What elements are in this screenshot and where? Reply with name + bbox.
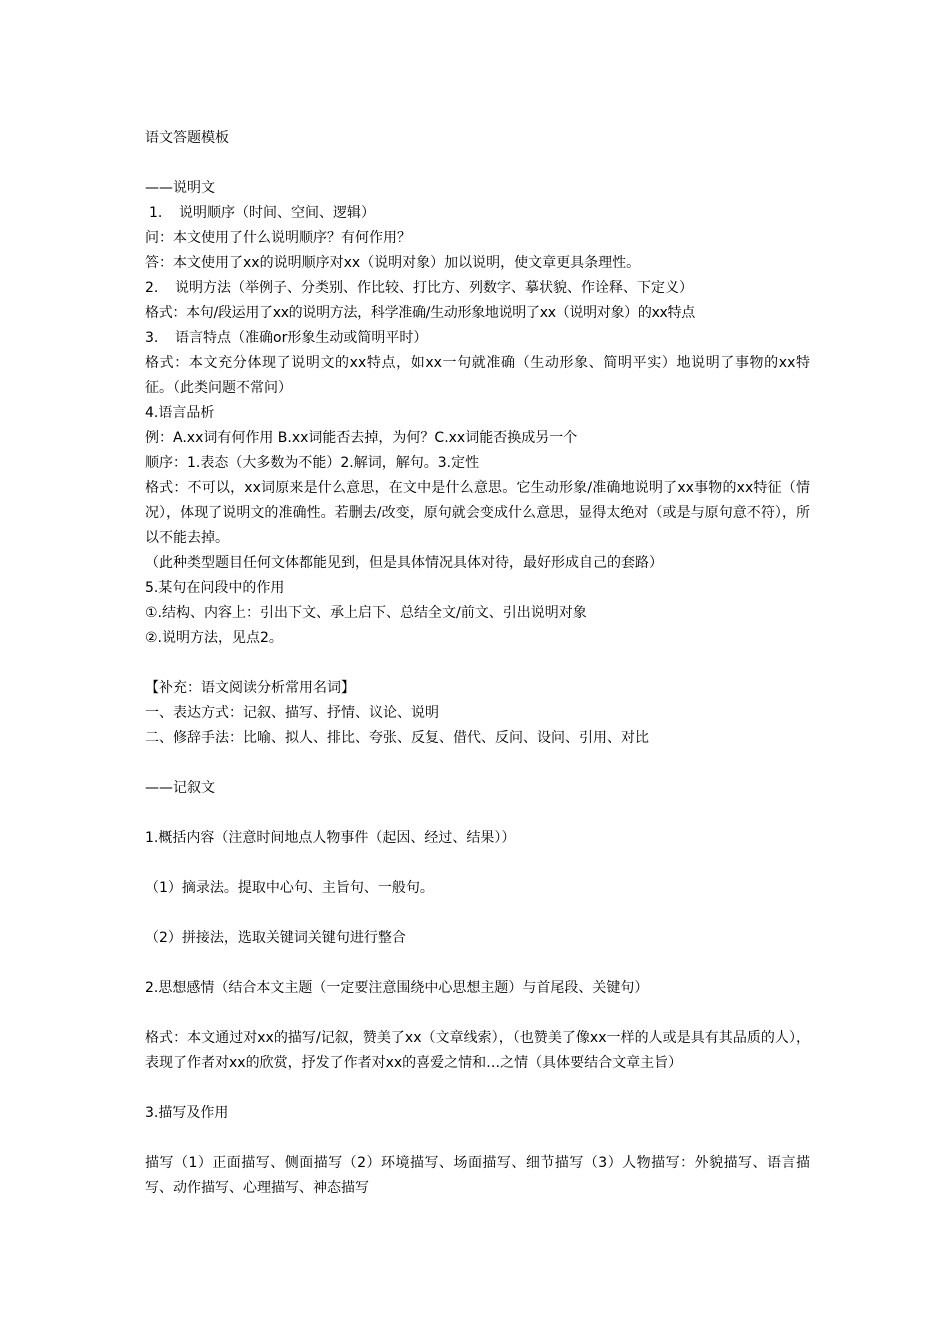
document-page xyxy=(145,126,810,1201)
emotion-heading: 2.思想感情（结合本文主题（一定要注意围绕中心思想主题）与首尾段、关键句） xyxy=(145,980,649,996)
summary-heading: 1.概括内容（注意时间地点人物事件（起因、经过、结果）） xyxy=(145,830,516,846)
order-number: 1. xyxy=(149,205,163,221)
spacer xyxy=(145,801,810,826)
analysis-note: （此种类型题目任何文体都能见到，但是具体情况具体对待，最好形成自己的套路） xyxy=(145,555,663,571)
sentence-role-item-1: ①.结构、内容上：引出下文、承上启下、总结全文/前文、引出说明对象 xyxy=(145,605,587,621)
spacer xyxy=(145,751,810,776)
language-format: 格式：本文充分体现了说明文的xx特点，如xx一句就准确（生动形象、简明平实）地说明了事物的xx特征。（此类问题不常问） xyxy=(145,355,810,396)
language-number: 3. xyxy=(145,330,159,346)
supplement-rhetoric: 二、修辞手法：比喻、拟人、排比、夸张、反复、借代、反问、设问、引用、对比 xyxy=(145,730,649,746)
spacer xyxy=(145,651,810,676)
supplement-heading: 【补充：语文阅读分析常用名词】 xyxy=(145,680,355,696)
summary-method-2: （2）拼接法，选取关键词关键句进行整合 xyxy=(145,930,406,946)
spacer xyxy=(145,1076,810,1101)
spacer xyxy=(145,1001,810,1026)
language-label: 语言特点（准确or形象生动或简明平时） xyxy=(175,330,428,346)
language-item xyxy=(145,326,810,351)
spacer xyxy=(145,1126,810,1151)
narrative-heading: ——记叙文 xyxy=(145,780,215,796)
spacer xyxy=(145,851,810,876)
analysis-sequence: 顺序：1.表态（大多数为不能）2.解词，解句。3.定性 xyxy=(145,455,480,471)
document-title: 语文答题模板 xyxy=(145,130,229,146)
spacer xyxy=(145,901,810,926)
spacer xyxy=(145,951,810,976)
order-question: 问：本文使用了什么说明顺序？有何作用？ xyxy=(145,230,411,246)
summary-method-1: （1）摘录法。提取中心句、主旨句、一般句。 xyxy=(145,880,434,896)
analysis-format: 格式：不可以，xx词原来是什么意思，在文中是什么意思。它生动形象/准确地说明了xx事物的xx特征（情况），体现了说明文的准确性。若删去/改变，原句就会变成什么意思，显得太绝对（或是与原句意不符），所以不能去掉。 xyxy=(145,480,810,546)
sentence-role-heading: 5.某句在问段中的作用 xyxy=(145,580,285,596)
order-label: 说明顺序（时间、空间、逻辑） xyxy=(179,205,375,221)
spacer xyxy=(145,151,810,176)
description-heading: 3.描写及作用 xyxy=(145,1105,229,1121)
order-item xyxy=(145,201,810,226)
supplement-expression: 一、表达方式：记叙、描写、抒情、议论、说明 xyxy=(145,705,439,721)
analysis-example: 例：A.xx词有何作用 B.xx词能否去掉，为何？C.xx词能否换成另一个 xyxy=(145,430,578,446)
methods-format: 格式：本句/段运用了xx的说明方法，科学准确/生动形象地说明了xx（说明对象）的xx特点 xyxy=(145,305,695,321)
expository-heading: ——说明文 xyxy=(145,180,215,196)
methods-number: 2. xyxy=(145,280,159,296)
description-types: 描写（1）正面描写、侧面描写（2）环境描写、场面描写、细节描写（3）人物描写：外貌描写、语言描写、动作描写、心理描写、神态描写 xyxy=(145,1155,810,1196)
emotion-format: 格式：本文通过对xx的描写/记叙，赞美了xx（文章线索），（也赞美了像xx一样的人或是具有其品质的人），表现了作者对xx的欣赏，抒发了作者对xx的喜爱之情和…之情（具体要结合文章主旨） xyxy=(145,1030,810,1071)
sentence-role-item-2: ②.说明方法，见点2。 xyxy=(145,630,283,646)
order-answer: 答：本文使用了xx的说明顺序对xx（说明对象）加以说明，使文章更具条理性。 xyxy=(145,255,641,271)
analysis-heading: 4.语言品析 xyxy=(145,405,215,421)
methods-label: 说明方法（举例子、分类别、作比较、打比方、列数字、摹状貌、作诠释、下定义） xyxy=(175,280,693,296)
methods-item xyxy=(145,276,810,301)
